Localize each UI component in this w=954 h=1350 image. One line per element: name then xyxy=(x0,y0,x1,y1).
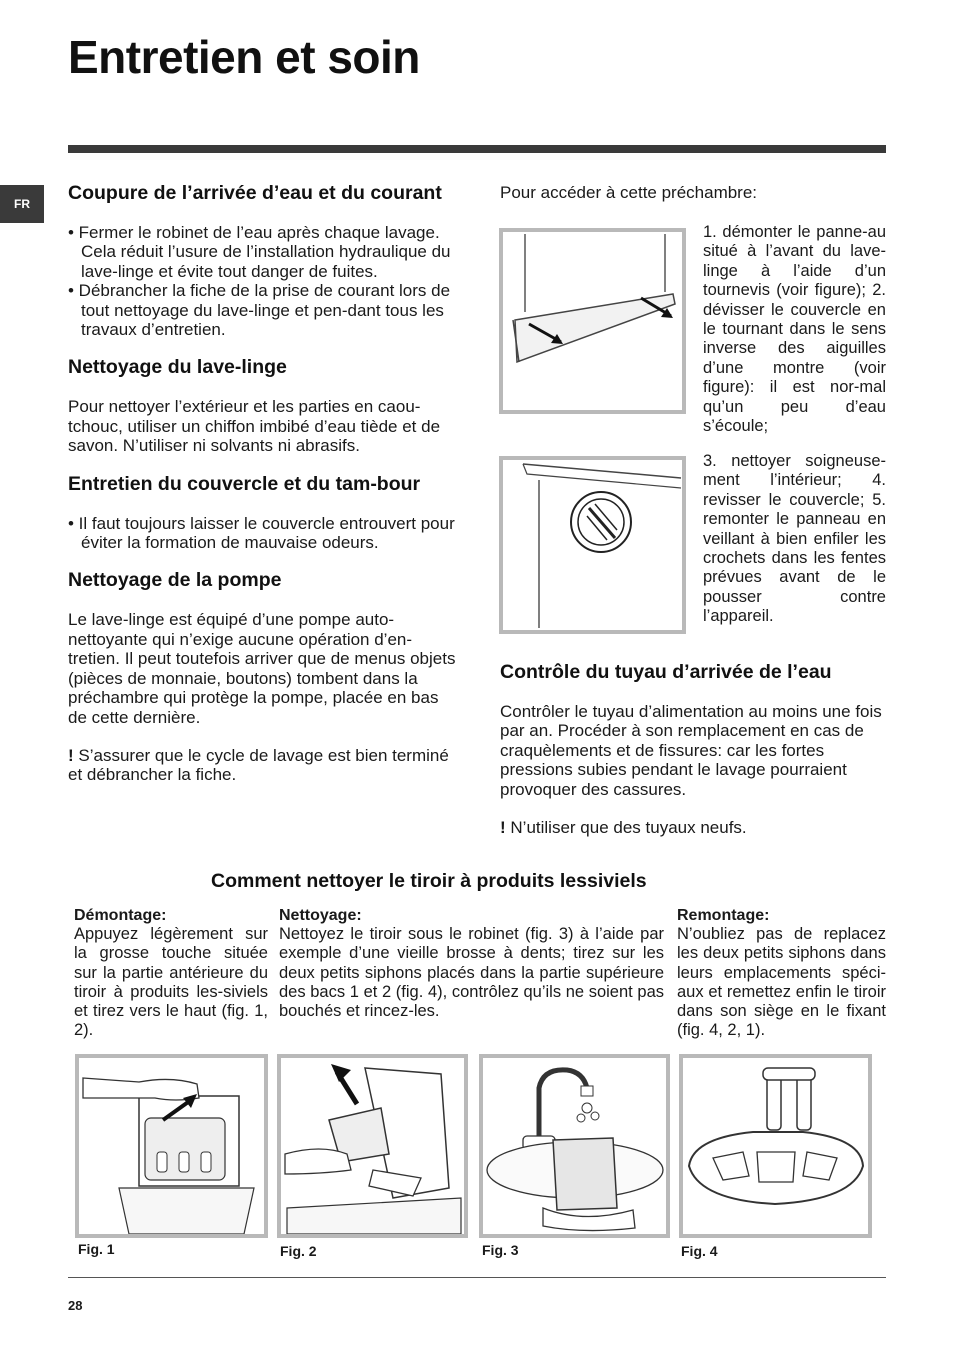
steps-one-two: 1. démonter le panne-au situé à l’avant du lave-linge à l’aide d’un tournevis (voir figure); 2. dévisser le couvercle en le tournant dans le sens inverse des aiguilles d’une montre (voir figure): il est nor-mal qu’un peu d’eau s’écoule; xyxy=(703,223,886,436)
figure-1 xyxy=(75,1054,268,1238)
paragraph-pump: Le lave-linge est équipé d’une pompe auto-nettoyante qui n’exige aucune opération d’en-tretien. Il peut toutefois arriver que de menus objets (pièces de monnaie, boutons) tombent dans la préchambre qui protège la pompe, placée en bas de cette dernière. xyxy=(68,610,456,727)
drawer-cleaning xyxy=(279,906,664,1021)
section-title-water-power: Coupure de l’arrivée d’eau et du courant xyxy=(68,182,442,204)
steps-three-five: 3. nettoyer soigneuse-ment l’intérieur; 4. revisser le couvercle; 5. remonter le panneau en veillant à bien enfiler les crochets dans les fentes prévues avant de le pousser contre l’appareil. xyxy=(703,452,886,626)
caption-fig3: Fig. 3 xyxy=(482,1242,519,1258)
pump-cover-illustration xyxy=(503,460,682,630)
footer-rule xyxy=(68,1277,886,1278)
warning-mark: ! xyxy=(500,818,506,838)
page-number: 28 xyxy=(68,1298,83,1313)
text-cleaning: Nettoyez le tiroir sous le robinet (fig. 3) à l’aide par exemple d’une vieille brosse à dents; tirez sur les deux petits siphons placés dans la partie supérieure des bacs 1 et 2 (fig. 4), contrôlez qu’ils ne soient pas bouchés et rincez-les. xyxy=(279,925,664,1021)
right-intro: Pour accéder à cette préchambre: xyxy=(500,183,758,202)
section-title-pump: Nettoyage de la pompe xyxy=(68,569,282,592)
warning-mark: ! xyxy=(68,745,74,765)
fig4-illustration xyxy=(683,1058,868,1234)
section-title-drawer: Comment nettoyer le tiroir à produits lessiviels xyxy=(211,870,647,892)
drawer-removal xyxy=(74,906,268,1040)
language-tab: FR xyxy=(0,185,44,223)
panel-removal-illustration xyxy=(503,232,682,410)
caption-fig2: Fig. 2 xyxy=(280,1243,317,1259)
header-rule xyxy=(68,145,886,153)
caption-fig4: Fig. 4 xyxy=(681,1243,718,1259)
fig1-illustration xyxy=(79,1058,264,1234)
paragraph-cleaning-machine: Pour nettoyer l’extérieur et les parties en caou-tchouc, utiliser un chiffon imbibé d’eau tiède et de savon. N’utiliser ni solvants ni abrasifs. xyxy=(68,397,441,456)
figure-4 xyxy=(679,1054,872,1238)
bullet-unplug: • Débrancher la fiche de la prise de courant lors de tout nettoyage du lave-linge et pen-dant tous les travaux d’entretien. xyxy=(68,281,451,340)
section-title-hose: Contrôle du tuyau d’arrivée de l’eau xyxy=(500,661,832,683)
page-title: Entretien et soin xyxy=(68,31,420,83)
figure-pump-cover xyxy=(499,456,686,634)
figure-panel-removal xyxy=(499,228,686,414)
bullet-close-tap: • Fermer le robinet de l’eau après chaque lavage. Cela réduit l’usure de l’installation hydraulique du lave-linge et évite tout danger de fuites. xyxy=(68,223,451,281)
fig2-illustration xyxy=(281,1058,464,1234)
left-column xyxy=(68,183,456,785)
caption-fig1: Fig. 1 xyxy=(78,1241,115,1257)
section-hose xyxy=(500,662,890,837)
label-refit: Remontage: xyxy=(677,907,770,924)
drawer-refit xyxy=(677,906,886,1040)
fig3-illustration xyxy=(483,1058,666,1234)
label-cleaning: Nettoyage: xyxy=(279,907,362,924)
section-title-cleaning-machine: Nettoyage du lave-linge xyxy=(68,356,287,379)
figure-3 xyxy=(479,1054,670,1238)
warning-text: S’assurer que le cycle de lavage est bien terminé et débrancher la fiche. xyxy=(68,745,449,785)
warning-hose xyxy=(500,818,890,837)
section-title-lid-drum: Entretien du couvercle et du tam-bour xyxy=(68,472,421,495)
figure-2 xyxy=(277,1054,468,1238)
text-removal: Appuyez légèrement sur la grosse touche située sur la partie antérieure du tiroir à produits les-siviels et tirez vers le haut (fig. 1, 2). xyxy=(74,925,268,1040)
warning-pump xyxy=(68,746,456,785)
bullet-lid-open: • Il faut toujours laisser le couvercle entrouvert pour éviter la formation de mauvaise odeurs. xyxy=(68,513,455,553)
label-removal: Démontage: xyxy=(74,907,167,924)
paragraph-hose: Contrôler le tuyau d’alimentation au moins une fois par an. Procéder à son remplacement en cas de craquèlements et de fissures: car les fortes pressions subies pendant le lavage pourraient provoquer des cassures. xyxy=(500,702,882,799)
text-refit: N’oubliez pas de replacez les deux petits siphons dans leurs emplacements spéci-aux et remettez enfin le tiroir dans son siège en le fixant (fig. 4, 2, 1). xyxy=(677,925,886,1040)
warning-text: N’utiliser que des tuyaux neufs. xyxy=(505,818,747,838)
